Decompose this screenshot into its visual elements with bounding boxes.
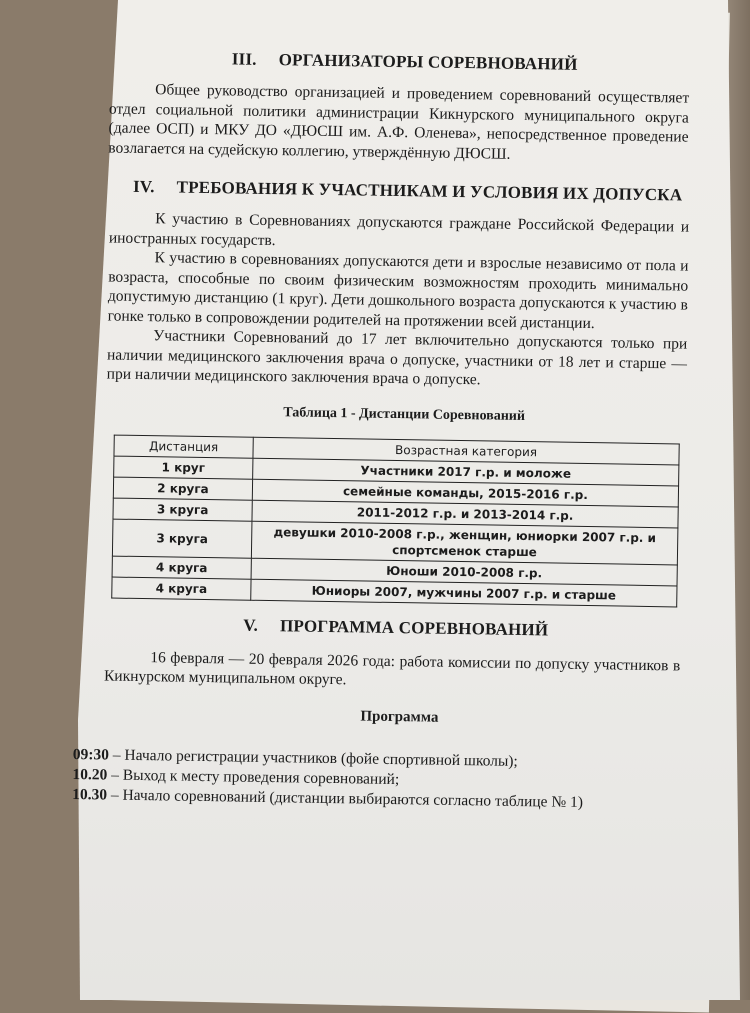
table-cell-category: 2011-2012 г.р. и 2013-2014 г.р. bbox=[252, 500, 678, 528]
table-cell-category: девушки 2010-2008 г.р., женщин, юниорки 2007 г.р. и спортсменок старше bbox=[251, 521, 678, 565]
requirements-paragraph-1: К участию в Соревнованиях допускаются граждане Российской Федерации и иностранных государств. bbox=[108, 210, 690, 249]
section-number: V. bbox=[243, 615, 259, 635]
table-cell-category: Юниоры 2007, мужчины 2007 г.р. и старше bbox=[251, 579, 677, 607]
section-number: IV. bbox=[132, 176, 155, 197]
section-title: ТРЕБОВАНИЯ К УЧАСТНИКАМ И УСЛОВИЯ ИХ ДОПУСКА bbox=[176, 177, 683, 205]
distances-table bbox=[111, 434, 680, 607]
organizers-paragraph: Общее руководство организацией и проведением соревнований осуществляет отдел социальной политики администрации Кикнурского муниципального округа (далее ОСП) и МКУ ДО «ДЮСШ им. А.Ф. Оленева», непосредственное проведение возлагается на судейскую коллегию, утверждённую ДЮСШ. bbox=[108, 81, 690, 163]
program-paragraph: 16 февраля — 20 февраля 2026 года: работа комиссии по допуску участников в Кикнурском муниципальном округе. bbox=[103, 648, 681, 689]
program-time: 10.20 bbox=[72, 765, 108, 784]
section-heading-program bbox=[71, 611, 691, 642]
table-cell-distance: 3 круга bbox=[113, 498, 252, 521]
table-cell-category: семейные команды, 2015-2016 г.р. bbox=[252, 479, 678, 507]
requirements-block bbox=[75, 208, 698, 393]
program-time: 09:30 bbox=[72, 745, 110, 764]
table-cell-distance: 4 круга bbox=[112, 556, 251, 579]
section-heading-organizers bbox=[80, 46, 700, 77]
program-block bbox=[70, 646, 691, 695]
program-text: – Выход к месту проведения соревнований; bbox=[107, 766, 400, 788]
requirements-paragraph-2: К участию в соревнованиях допускаются дети и взрослые независимо от пола и возраста, способные по своим физическим возможностям проходить минимально допустимую дистанцию (1 круг). Дети дошкольного возраста допускаются к участию в гонке только в сопровождении родителей на протяжении всей дистанции. bbox=[107, 249, 689, 332]
program-text: – Начало регистрации участников (фойе спортивной школы); bbox=[108, 746, 518, 770]
section-number: III. bbox=[231, 49, 257, 69]
section-title: ПРОГРАММА СОРЕВНОВАНИЙ bbox=[279, 615, 549, 639]
organizers-block bbox=[78, 79, 699, 167]
requirements-paragraph-3: Участники Соревнований до 17 лет включительно допускаются только при наличии медицинского заключения врача о допуске, участники от 18 лет и старше — при наличии медицинского заключения врача о допуске. bbox=[106, 327, 688, 389]
program-time: 10.30 bbox=[72, 785, 108, 804]
program-title: Программа bbox=[360, 707, 439, 726]
table-title: Таблица 1 - Дистанции Соревнований bbox=[283, 404, 526, 424]
table-cell-category: Юноши 2010-2008 г.р. bbox=[251, 558, 677, 586]
table-header-category: Возрастная категория bbox=[253, 437, 679, 465]
section-heading-requirements bbox=[78, 175, 698, 206]
table-cell-distance: 4 круга bbox=[112, 577, 251, 600]
program-list bbox=[68, 744, 689, 814]
section-title: ОРГАНИЗАТОРЫ СОРЕВНОВАНИЙ bbox=[278, 50, 578, 74]
document-content bbox=[68, 40, 700, 814]
program-text: – Начало соревнований (дистанции выбираются согласно таблице № 1) bbox=[106, 786, 584, 811]
table-cell-category: Участники 2017 г.р. и моложе bbox=[253, 458, 679, 486]
table-cell-distance: 3 круга bbox=[112, 519, 252, 558]
table-header-distance: Дистанция bbox=[114, 435, 253, 458]
table-cell-distance: 1 круг bbox=[114, 456, 253, 479]
table-cell-distance: 2 круга bbox=[113, 477, 252, 500]
